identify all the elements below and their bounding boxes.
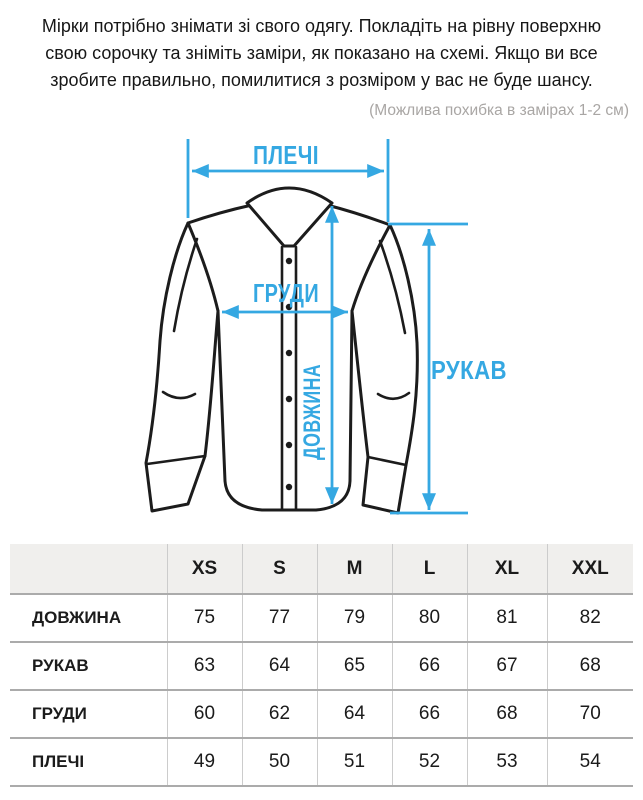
size-column-header: XL bbox=[467, 544, 547, 594]
size-value-cell: 66 bbox=[392, 642, 467, 690]
length-dimension-label: ДОВЖИНА bbox=[299, 330, 326, 460]
size-value-cell: 80 bbox=[392, 594, 467, 642]
measurement-row bbox=[10, 594, 633, 642]
size-value-cell: 68 bbox=[467, 690, 547, 738]
intro-line: Мірки потрібно знімати зі свого одягу. Покладіть на рівну поверхню bbox=[41, 16, 602, 36]
size-value-cell: 65 bbox=[317, 642, 392, 690]
measurement-label: ДОВЖИНА bbox=[10, 594, 167, 642]
size-column-header: L bbox=[392, 544, 467, 594]
size-value-cell: 66 bbox=[392, 690, 467, 738]
size-value-cell: 77 bbox=[242, 594, 317, 642]
chest-dimension-label: ГРУДИ bbox=[253, 278, 319, 308]
sleeve-dimension-label: РУКАВ bbox=[431, 355, 507, 385]
size-value-cell: 53 bbox=[467, 738, 547, 786]
intro-text bbox=[9, 13, 634, 94]
shoulders-dimension-label: ПЛЕЧІ bbox=[253, 140, 319, 170]
size-table bbox=[10, 544, 633, 787]
size-value-cell: 79 bbox=[317, 594, 392, 642]
measurement-label: РУКАВ bbox=[10, 642, 167, 690]
shirt-outline-drawing bbox=[146, 188, 417, 513]
intro-line: свою сорочку та зніміть заміри, як показано на схемі. Якщо ви все bbox=[45, 43, 598, 63]
size-value-cell: 68 bbox=[547, 642, 633, 690]
size-column-header: XS bbox=[167, 544, 242, 594]
measurement-row bbox=[10, 738, 633, 786]
size-column-header: M bbox=[317, 544, 392, 594]
size-table-header-row bbox=[10, 544, 633, 594]
size-table-body bbox=[10, 594, 633, 786]
measurement-label: ГРУДИ bbox=[10, 690, 167, 738]
size-value-cell: 54 bbox=[547, 738, 633, 786]
size-value-cell: 63 bbox=[167, 642, 242, 690]
shirt-button bbox=[286, 442, 292, 448]
size-value-cell: 49 bbox=[167, 738, 242, 786]
size-value-cell: 82 bbox=[547, 594, 633, 642]
measurement-row bbox=[10, 690, 633, 738]
size-value-cell: 64 bbox=[242, 642, 317, 690]
shirt-measurement-diagram bbox=[0, 134, 643, 539]
size-value-cell: 50 bbox=[242, 738, 317, 786]
size-value-cell: 75 bbox=[167, 594, 242, 642]
size-value-cell: 70 bbox=[547, 690, 633, 738]
size-value-cell: 81 bbox=[467, 594, 547, 642]
size-value-cell: 64 bbox=[317, 690, 392, 738]
size-value-cell: 62 bbox=[242, 690, 317, 738]
size-value-cell: 67 bbox=[467, 642, 547, 690]
tolerance-note: (Можлива похибка в замірах 1-2 см) bbox=[369, 102, 629, 119]
shirt-button bbox=[286, 350, 292, 356]
shirt-button bbox=[286, 258, 292, 264]
measurement-row bbox=[10, 642, 633, 690]
corner-cell bbox=[10, 544, 167, 594]
size-value-cell: 51 bbox=[317, 738, 392, 786]
size-column-header: S bbox=[242, 544, 317, 594]
size-value-cell: 52 bbox=[392, 738, 467, 786]
shirt-button bbox=[286, 484, 292, 490]
size-column-header: XXL bbox=[547, 544, 633, 594]
intro-line: зробите правильно, помилитися з розміром у вас не буде шансу. bbox=[50, 70, 593, 90]
measurement-label: ПЛЕЧІ bbox=[10, 738, 167, 786]
size-value-cell: 60 bbox=[167, 690, 242, 738]
shirt-button bbox=[286, 396, 292, 402]
